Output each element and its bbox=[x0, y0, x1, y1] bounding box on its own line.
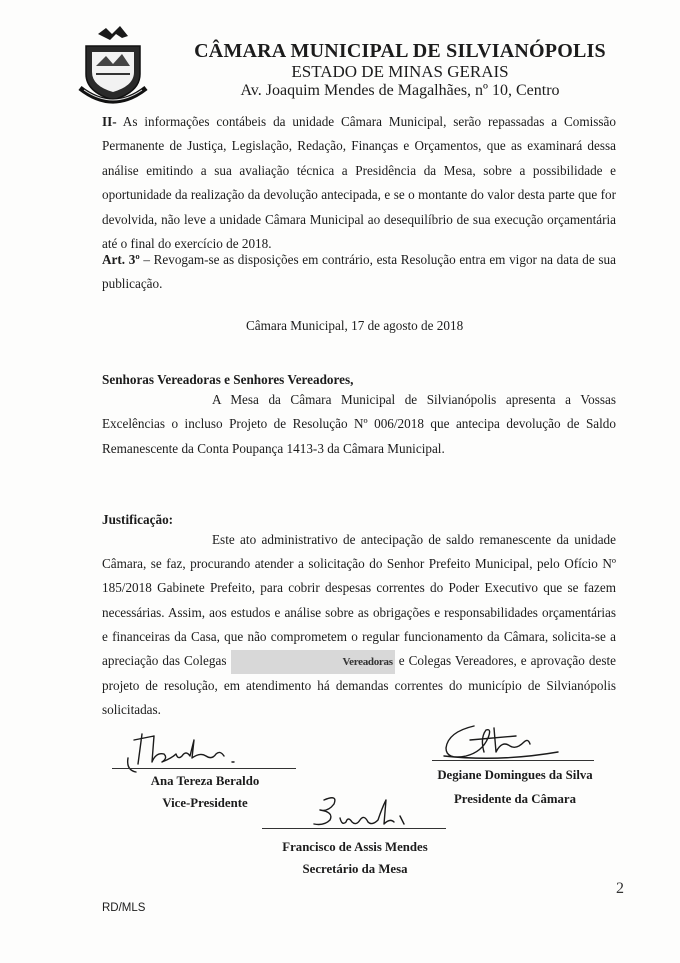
justificacao-heading: Justificação: bbox=[102, 512, 174, 527]
article-3-label: Art. 3º bbox=[102, 252, 140, 267]
paragraph-ii-text: As informações contábeis da unidade Câmara Municipal, serão repassadas a Comissão Permanente de Justiça, Legislação, Redação, Finanças e Orçamentos, que as examinará dessa análise emitindo a sua avaliação técnica a Presidência da Mesa, sobre a possibilidade e oportunidade da realização da devolução antecipada, e se o montante do valor desta parte que for devolvida, não leve a unidade Câmara Municipal ao desequilíbrio de sua execução orçamentária até o final do exercício de 2018. bbox=[102, 114, 616, 252]
header-title: CÂMARA MUNICIPAL DE SILVIANÓPOLIS bbox=[194, 40, 606, 62]
signer-center-role: Secretário da Mesa bbox=[302, 862, 408, 876]
justificacao-text-a: Este ato administrativo de antecipação de saldo remanescente da unidade Câmara, se faz, procurando atender a solicitação do Senhor Prefeito Municipal, pelo Ofício Nº 185/2018 Gabinete Prefeito, para cobrir despesas correntes do Poder Executivo que se fazem necessárias. Assim, aos estudos e análise sobre as obrigações e responsabilidades orçamentárias e financeiras da Casa, que não comprometem o regular funcionamento da Câmara, solicita-se a apreciação das Colegas bbox=[102, 532, 616, 669]
date-line: Câmara Municipal, 17 de agosto de 2018 bbox=[246, 318, 464, 333]
salutation: Senhoras Vereadoras e Senhores Vereadores, bbox=[102, 372, 354, 387]
page-number: 2 bbox=[616, 880, 624, 897]
mesa-paragraph: A Mesa da Câmara Municipal de Silvianópolis apresenta a Vossas Excelências o incluso Projeto de Resolução Nº 006/2018 que antecipa devolução de Saldo Remanescente da Conta Poupança 1413-3 da Câmara Municipal. bbox=[102, 392, 616, 456]
coat-of-arms-icon bbox=[76, 26, 150, 108]
signature-line-right bbox=[432, 760, 594, 761]
signer-center-name: Francisco de Assis Mendes bbox=[282, 840, 428, 854]
footer-initials: RD/MLS bbox=[102, 902, 146, 914]
signer-right-name: Degiane Domingues da Silva bbox=[437, 768, 593, 782]
signature-line-left bbox=[112, 768, 296, 769]
header-address: Av. Joaquim Mendes de Magalhães, nº 10, Centro bbox=[240, 82, 560, 99]
signer-right-role: Presidente da Câmara bbox=[453, 792, 577, 806]
signer-left-name: Ana Tereza Beraldo bbox=[150, 774, 260, 788]
header-subtitle: ESTADO DE MINAS GERAIS bbox=[291, 62, 509, 81]
paragraph-ii-label: II- bbox=[102, 114, 117, 129]
justificacao-paragraph bbox=[102, 528, 616, 723]
signature-francisco-de-assis-mendes bbox=[300, 790, 430, 840]
signer-left-role: Vice-Presidente bbox=[162, 796, 248, 810]
article-3 bbox=[102, 248, 616, 297]
justificacao-text-b: e Colegas Vereadores, e aprovação deste projeto de resolução, em atendimento há demandas correntes do município de Silvianópolis solicitadas. bbox=[102, 653, 616, 718]
redacted-word: Vereadoras bbox=[231, 650, 395, 674]
signature-line-center bbox=[262, 828, 446, 829]
paragraph-ii bbox=[102, 110, 616, 256]
article-3-text: – Revogam-se as disposições em contrário, esta Resolução entra em vigor na data de sua publicação. bbox=[102, 252, 616, 292]
